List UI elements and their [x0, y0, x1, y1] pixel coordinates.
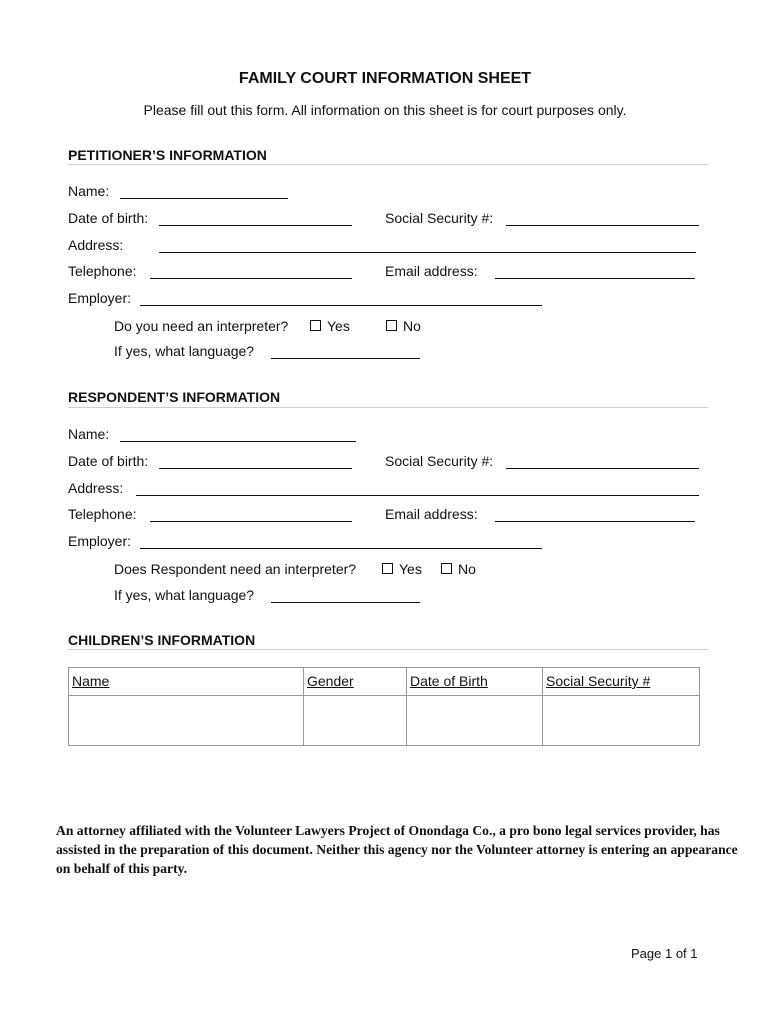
page-title: FAMILY COURT INFORMATION SHEET — [238, 70, 532, 87]
petitioner-interpreter-no[interactable] — [386, 318, 421, 334]
petitioner-dob-field[interactable] — [159, 225, 352, 226]
children-divider — [68, 649, 708, 650]
column-header-ssn: Social Security # — [543, 668, 700, 696]
petitioner-employer-field[interactable] — [140, 305, 542, 306]
respondent-ssn-field[interactable] — [506, 468, 699, 469]
child-dob-cell[interactable] — [407, 696, 543, 746]
children-table — [68, 667, 700, 746]
table-row — [69, 696, 700, 746]
petitioner-email-field[interactable] — [495, 278, 695, 279]
checkbox-icon[interactable] — [441, 563, 452, 574]
petitioner-no-label: No — [403, 318, 421, 334]
respondent-dob-field[interactable] — [159, 468, 352, 469]
respondent-telephone-field[interactable] — [150, 521, 352, 522]
respondent-divider — [68, 407, 708, 408]
column-header-gender: Gender — [304, 668, 407, 696]
respondent-language-label: If yes, what language? — [114, 587, 255, 603]
form-instructions: Please fill out this form. All information on this sheet is for court purposes only. — [143, 102, 627, 118]
respondent-name-field[interactable] — [120, 441, 356, 442]
petitioner-telephone-label: Telephone: — [68, 263, 137, 279]
respondent-heading: RESPONDENT’S INFORMATION — [68, 389, 281, 405]
respondent-no-label: No — [458, 561, 476, 577]
respondent-yes-label: Yes — [399, 561, 422, 577]
petitioner-email-label: Email address: — [385, 263, 478, 279]
petitioner-dob-label: Date of birth: — [68, 210, 149, 226]
child-gender-cell[interactable] — [304, 696, 407, 746]
petitioner-name-field[interactable] — [120, 198, 288, 199]
respondent-interpreter-no[interactable] — [441, 561, 476, 577]
petitioner-divider — [68, 164, 708, 165]
petitioner-address-field[interactable] — [159, 252, 696, 253]
children-heading: CHILDREN’S INFORMATION — [68, 632, 256, 648]
page-number: Page 1 of 1 — [631, 946, 698, 961]
attorney-notice: An attorney affiliated with the Volunteer Lawyers Project of Onondaga Co., a pro bono legal services provider, has assisted in the preparation of this document. Neither this agency nor the Volunteer attorney is entering an appearance on behalf of this party. — [56, 823, 738, 876]
respondent-ssn-label: Social Security #: — [385, 453, 494, 469]
respondent-interpreter-question: Does Respondent need an interpreter? — [114, 561, 357, 577]
petitioner-interpreter-yes[interactable] — [310, 318, 350, 334]
respondent-interpreter-yes[interactable] — [382, 561, 422, 577]
respondent-address-label: Address: — [68, 480, 124, 496]
petitioner-ssn-label: Social Security #: — [385, 210, 494, 226]
petitioner-name-label: Name: — [68, 183, 110, 199]
child-name-cell[interactable] — [69, 696, 304, 746]
column-header-name: Name — [69, 668, 304, 696]
petitioner-telephone-field[interactable] — [150, 278, 352, 279]
checkbox-icon[interactable] — [310, 320, 321, 331]
respondent-language-field[interactable] — [271, 602, 420, 603]
respondent-email-field[interactable] — [495, 521, 695, 522]
column-header-dob: Date of Birth — [407, 668, 543, 696]
petitioner-address-label: Address: — [68, 237, 124, 253]
petitioner-language-label: If yes, what language? — [114, 343, 255, 359]
petitioner-interpreter-question: Do you need an interpreter? — [114, 318, 289, 334]
checkbox-icon[interactable] — [386, 320, 397, 331]
petitioner-yes-label: Yes — [327, 318, 350, 334]
petitioner-ssn-field[interactable] — [506, 225, 699, 226]
petitioner-heading: PETITIONER’S INFORMATION — [68, 147, 267, 163]
checkbox-icon[interactable] — [382, 563, 393, 574]
respondent-employer-label: Employer: — [68, 533, 132, 549]
petitioner-language-field[interactable] — [271, 358, 420, 359]
respondent-name-label: Name: — [68, 426, 110, 442]
respondent-email-label: Email address: — [385, 506, 478, 522]
child-ssn-cell[interactable] — [543, 696, 700, 746]
table-header-row — [69, 668, 700, 696]
respondent-address-field[interactable] — [136, 495, 699, 496]
respondent-telephone-label: Telephone: — [68, 506, 137, 522]
respondent-employer-field[interactable] — [140, 548, 542, 549]
respondent-dob-label: Date of birth: — [68, 453, 149, 469]
petitioner-employer-label: Employer: — [68, 290, 132, 306]
